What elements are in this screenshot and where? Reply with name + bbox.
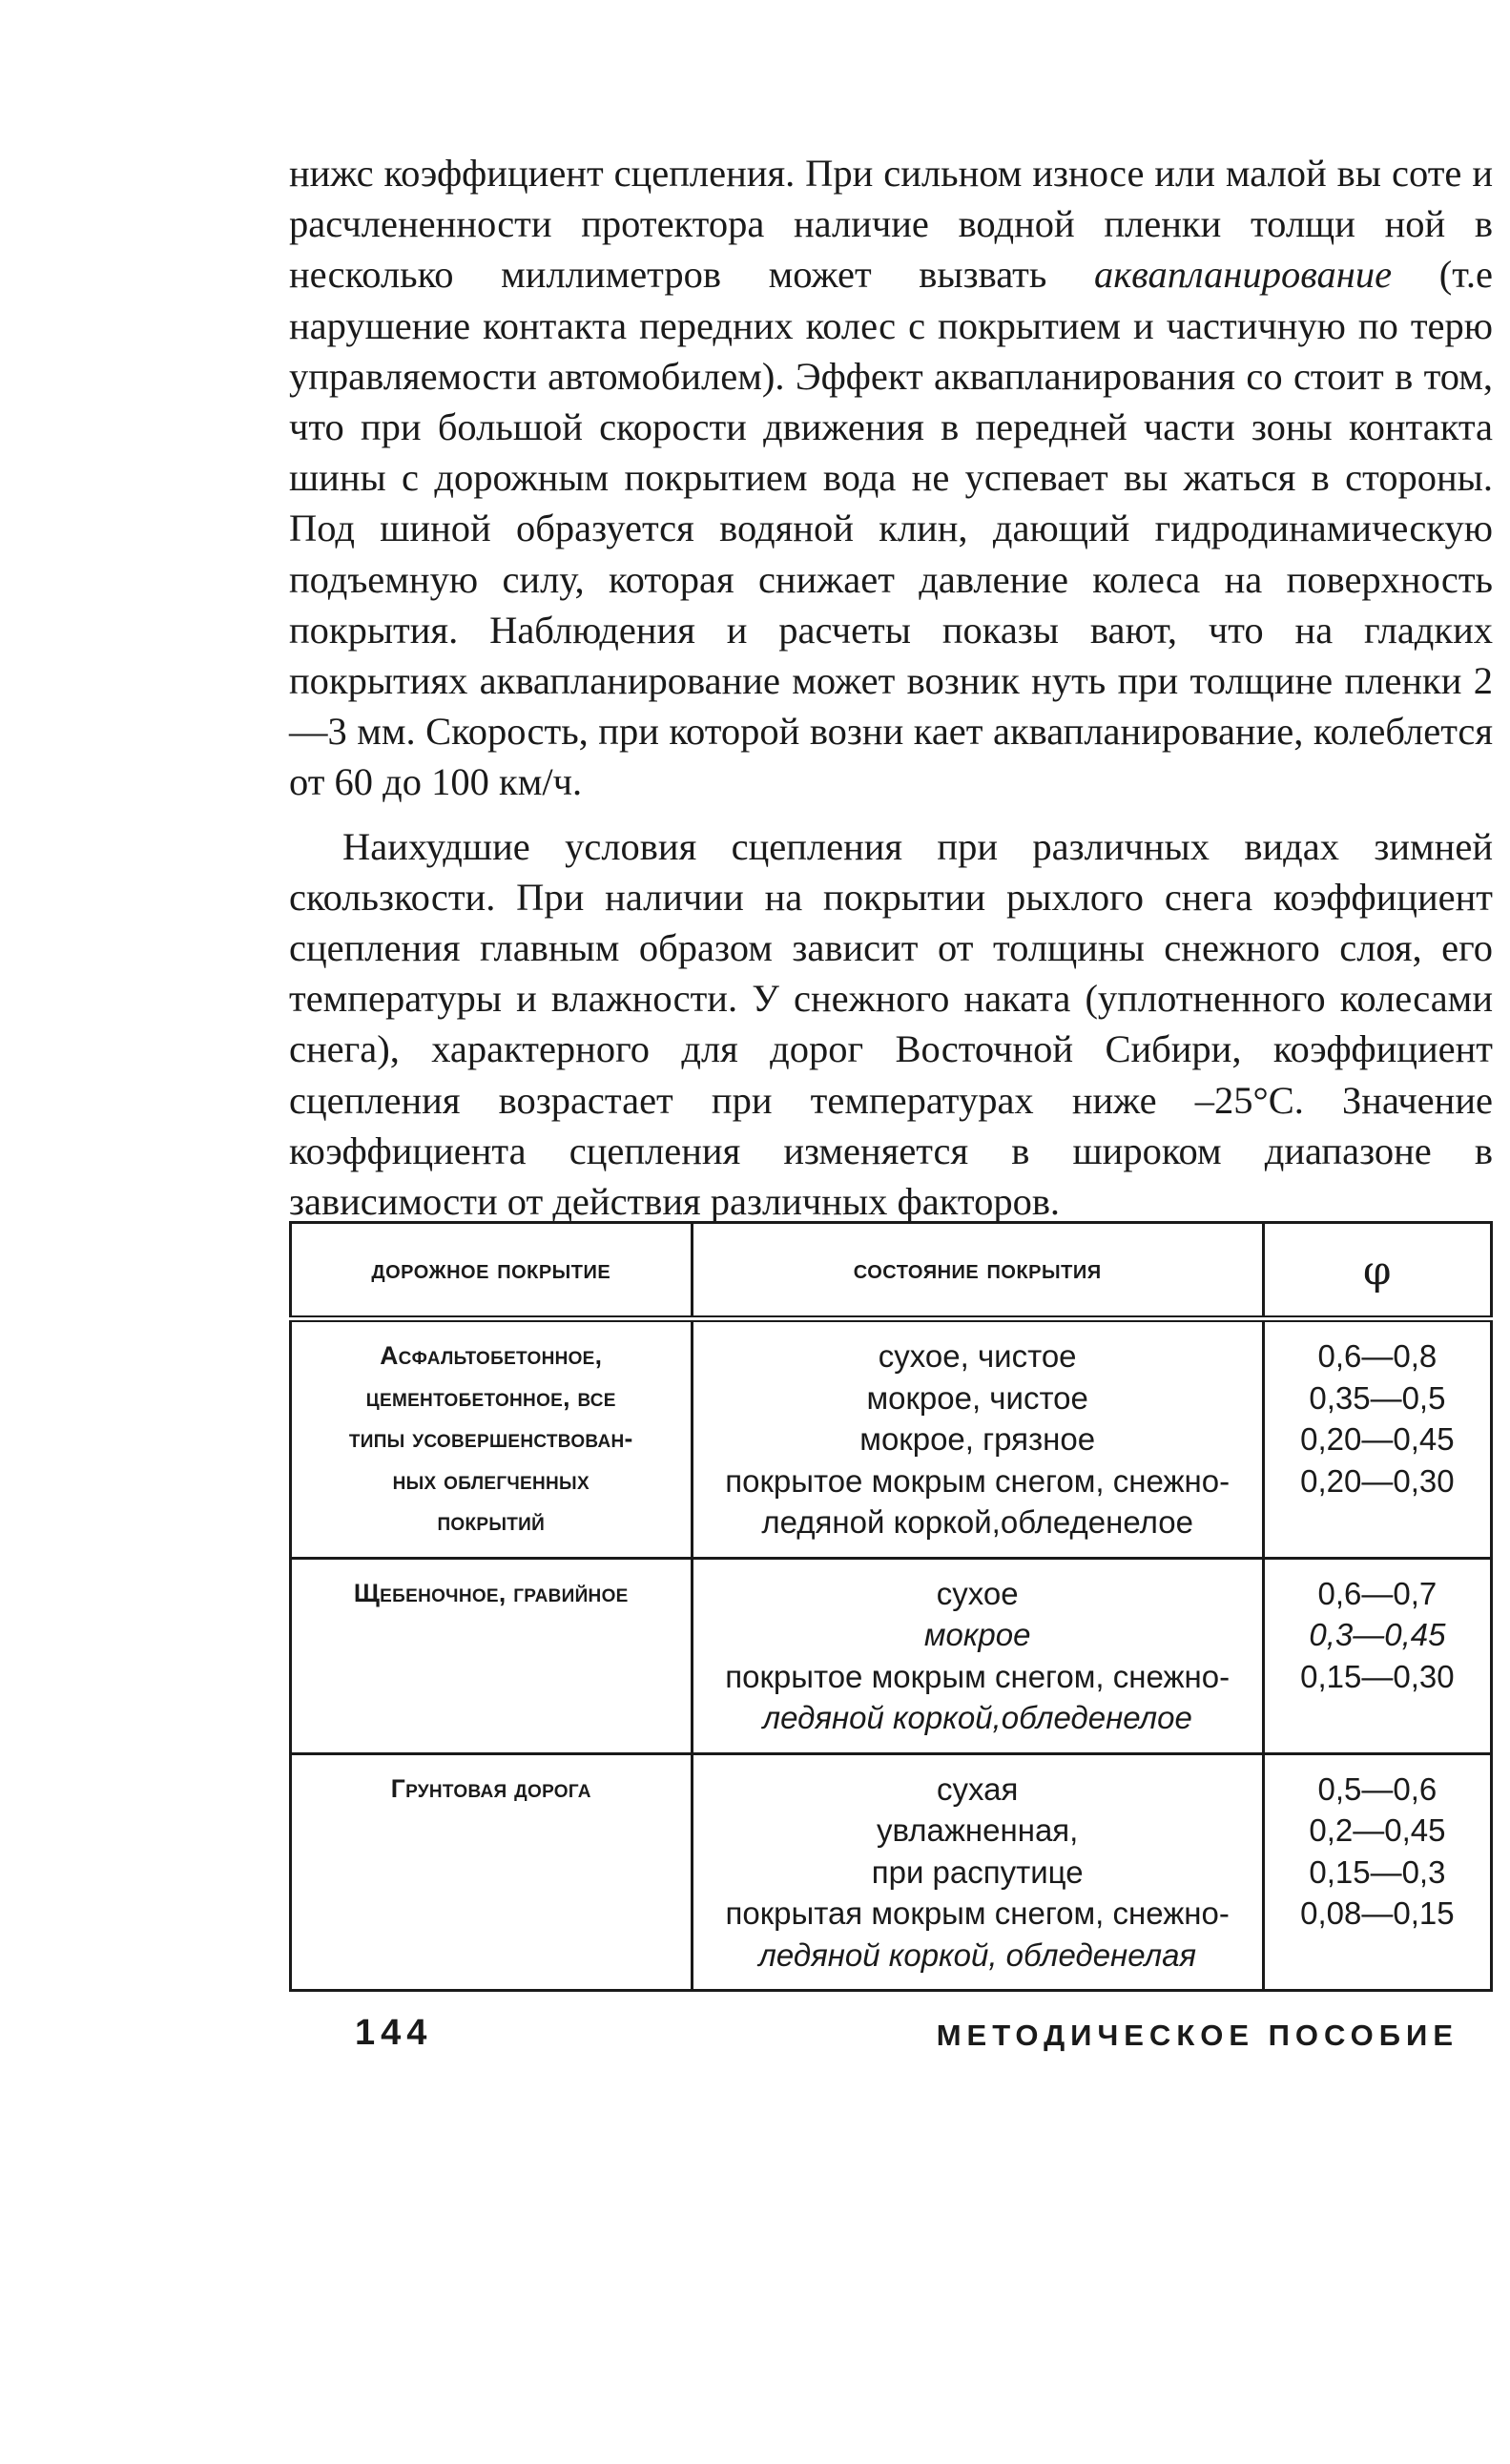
term-aquaplaning: аквапланирование [1093, 253, 1393, 297]
state-cell: сухое, чистое мокрое, чистое мокрое, грязное покрытое мокрым снегом, снежно- ледяной коркой,обледенелое [692, 1319, 1263, 1559]
table-row [291, 1558, 1492, 1753]
state-cell: сухая увлажненная, при распутице покрытая мокрым снегом, снежно- ледяной коркой, обледенелая [692, 1753, 1263, 1991]
surface-cell: Щебеночное, гравийное [291, 1558, 693, 1753]
header-surface: дорожное покрытие [291, 1223, 693, 1319]
paragraph-winter-slipperiness: Наихудшие условия сцепления при различных видах зимней скользкости. При наличии на покрытии рыхлого снега коэффициент сцепления главным образом зависит от толщины снежного слоя, его температуры и влажности. У снежного наката (уплотненного колесами снега), характерного для дорог Восточной Сибири, коэффициент сцепления возрастает при температурах ниже –25°С. Значение коэффициента сцепления изменяется в широком диапазоне в зависимости от действия различных факторов. [289, 824, 1493, 1224]
header-state: состояние покрытия [692, 1223, 1263, 1319]
value-cell: 0,6—0,8 0,35—0,5 0,20—0,45 0,20—0,30 [1263, 1319, 1491, 1559]
running-title: МЕТОДИЧЕСКОЕ ПОСОБИЕ [936, 2019, 1458, 2052]
value-cell: 0,6—0,7 0,3—0,45 0,15—0,30 [1263, 1558, 1491, 1753]
body-text [289, 148, 1493, 1227]
state-cell: сухое мокрое покрытое мокрым снегом, снежно- ледяной коркой,обледенелое [692, 1558, 1263, 1753]
value-cell: 0,5—0,6 0,2—0,45 0,15—0,3 0,08—0,15 [1263, 1753, 1491, 1991]
surface-cell: Асфальтобетонное, цементобетонное, все типы усовершенствован- ных облегченных покрытий [291, 1319, 693, 1559]
page-number: 144 [355, 2013, 433, 2053]
table-header-row [291, 1223, 1492, 1319]
table-row [291, 1753, 1492, 1991]
header-phi: φ [1263, 1223, 1491, 1319]
paragraph-aquaplaning: нижс коэффициент сцепления. При сильном износе или малой вы соте и расчлененности протектора наличие водной пленки толщи ной в несколько миллиметров может вызвать аквапланирование (т.е нарушение контакта передних колес с покрытием и частичную по терю управляемости автомобилем). Эффект аквапланирования со стоит в том, что при большой скорости движения в передней части зоны контакта шины с дорожным покрытием вода не успевает вы жаться в стороны. Под шиной образуется водяной клин, дающий гидродинамическую подъемную силу, которая снижает давление колеса на поверхность покрытия. Наблюдения и расчеты показы вают, что на гладких покрытиях аквапланирование может возник нуть при толщине пленки 2—3 мм. Скорость, при которой возни кает аквапланирование, колеблется от 60 до 100 км/ч. [289, 152, 1494, 804]
surface-cell: Грунтовая дорога [291, 1753, 693, 1991]
friction-coefficient-table [289, 1221, 1493, 1992]
table-row [291, 1319, 1492, 1559]
